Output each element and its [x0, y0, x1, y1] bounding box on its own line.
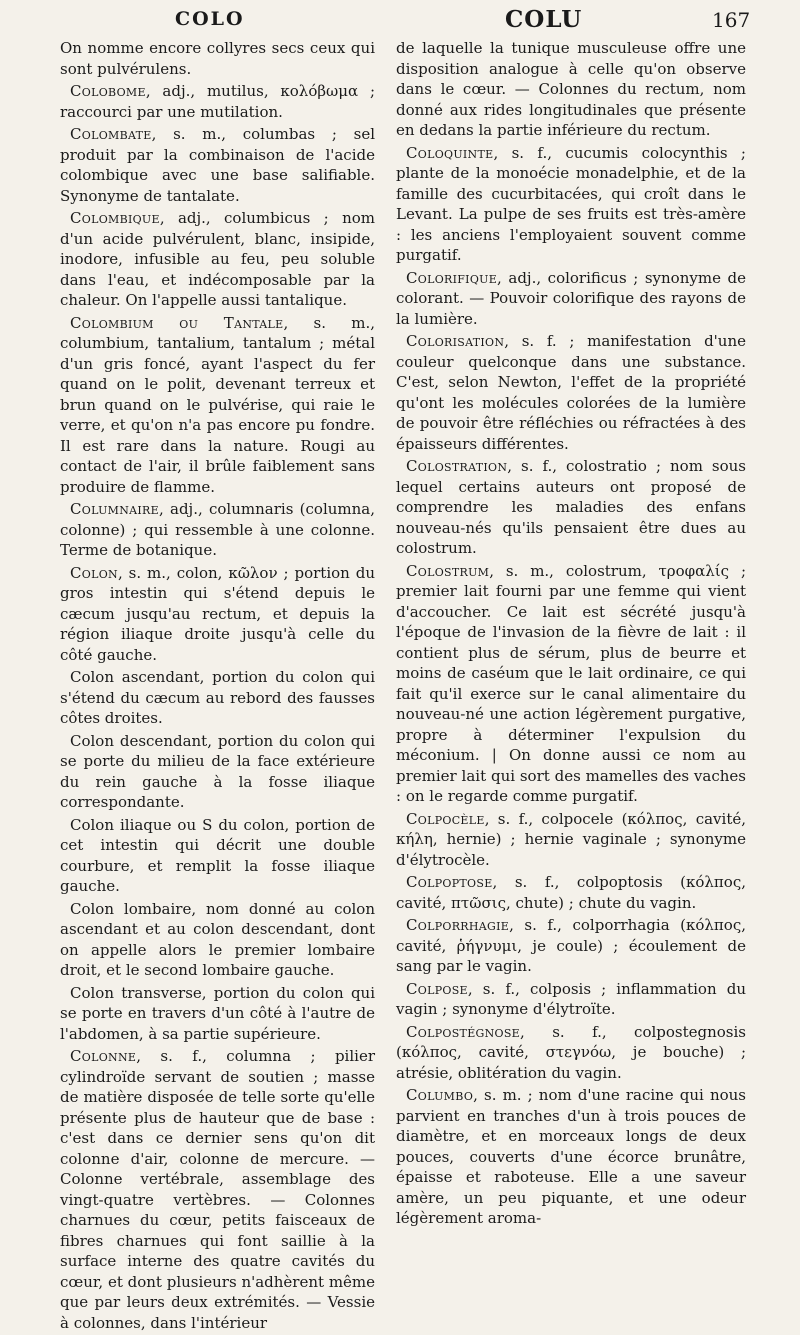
entry-colpocele: Colpocèle, s. f., colpocele (κόλπος, cavité, κήλη, hernie) ; hernie vaginale ; synonyme d'élytrocèle. — [396, 809, 746, 869]
page-number: 167 — [712, 8, 751, 32]
entry-colonne: Colonne, s. f., columna ; pilier cylindroïde servant de soutien ; masse de matière disposée de telle sorte qu'elle présente plus de hauteur que de base : c'est dans ce dernier sens qu'on dit colonne d'air, colonne de mercure. — Colonne vertébrale, assemblage des vingt-quatre vertèbres. — Colonnes charnues du cœur, petits faisceaux de fibres charnues qui font saillie à la surface interne des quatre cavités du cœur, et dont plusieurs n'adhèrent même que par leurs deux extrémités. — Vessie à colonnes, dans l'intérieur — [60, 1047, 376, 1332]
running-header — [0, 6, 800, 36]
entry-continuation: de laquelle la tunique musculeuse offre une disposition analogue à celle qu'on observe dans le cœur. — Colonnes du rectum, nom donné aux rides longitudinales que présente en dedans la partie inférieure du rectum. — [396, 39, 746, 139]
entry-colorifique: Colorifique, adj., colorificus ; synonyme de colorant. — Pouvoir colorifique des rayons de la lumière. — [396, 268, 746, 328]
subentry-colon-lombaire: Colon lombaire, nom donné au colon ascendant et au colon descendant, dont on appelle alors le premier lombaire droit, et le second lombaire gauche. — [60, 899, 375, 979]
entry-colombate: Colombate, s. m., columbas ; sel produit par la combinaison de l'acide colombique avec une base salifiable. Synonyme de tantalate. — [60, 125, 375, 205]
entry-columnaire: Columnaire, adj., columnaris (columna, colonne) ; qui ressemble à une colonne. Terme de botanique. — [60, 500, 375, 559]
header-left-guide-word: COLO — [175, 8, 245, 30]
right-column — [396, 38, 746, 1231]
entry-colombium: Colombium ou Tantale, s. m., columbium, tantalium, tantalum ; métal d'un gris foncé, ayant l'aspect du fer quand on le polit, devenant terreux et brun quand on le pulvérise, qui raie le verre, et qu'on n'a pas encore pu fondre. Il est rare dans la nature. Rougi au contact de l'air, il brûle faiblement sans produire de flamme. — [60, 313, 375, 496]
entry-colpose: Colpose, s. f., colposis ; inflammation du vagin ; synonyme d'élytroïte. — [396, 979, 746, 1018]
entry-colobome: Colobome, adj., mutilus, κολόβωμα ; raccourci par une mutilation. — [60, 82, 375, 121]
entry-colon: Colon, s. m., colon, κῶλον ; portion du gros intestin qui s'étend depuis le cæcum jusqu'au rectum, et depuis la région iliaque droite jusqu'à celle du côté gauche. — [60, 563, 375, 664]
header-center-guide-word: COLU — [505, 6, 583, 33]
entry-colorisation: Colorisation, s. f. ; manifestation d'une couleur quelconque dans une substance. C'est, selon Newton, l'effet de la propriété qu'ont les molécules colorées de la lumière de pouvoir être réfléchies ou réfractées à des épaisseurs différentes. — [396, 332, 746, 453]
entry-colombique: Colombique, adj., columbicus ; nom d'un acide pulvérulent, blanc, insipide, inodore, infusible au feu, peu soluble dans l'eau, et indécomposable par la chaleur. On l'appelle aussi tantalique. — [60, 209, 375, 309]
subentry-colon-transverse: Colon transverse, portion du colon qui se porte en travers d'un côté à l'autre de l'abdomen, à sa partie supérieure. — [60, 983, 375, 1043]
entry: On nomme encore collyres secs ceux qui sont pulvérulens. — [60, 39, 375, 78]
entry-colpostegnose: Colpostégnose, s. f., colpostegnosis (κόλπος, cavité, στεγνόω, je bouche) ; atrésie, oblitération du vagin. — [396, 1022, 746, 1082]
subentry-colon-ascendant: Colon ascendant, portion du colon qui s'étend du cæcum au rebord des fausses côtes droites. — [60, 668, 375, 727]
entry-colostration: Colostration, s. f., colostratio ; nom sous lequel certains auteurs ont proposé de comprendre les maladies des enfans nouveau-nés qu'ils pensaient être dues au colostrum. — [396, 457, 746, 557]
subentry-colon-iliaque: Colon iliaque ou S du colon, portion de cet intestin qui décrit une double courbure, et remplit la fosse iliaque gauche. — [60, 815, 375, 895]
entry-colporrhagie: Colporrhagie, s. f., colporrhagia (κόλπος, cavité, ῥήγνυμι, je coule) ; écoulement de sang par le vagin. — [396, 916, 746, 975]
subentry-colon-descendant: Colon descendant, portion du colon qui se porte du milieu de la face extérieure du rein gauche à la fosse iliaque correspondante. — [60, 731, 375, 811]
entry-colpoptose: Colpoptose, s. f., colpoptosis (κόλπος, cavité, πτῶσις, chute) ; chute du vagin. — [396, 873, 746, 912]
left-column — [60, 38, 375, 1335]
entry-colostrum: Colostrum, s. m., colostrum, τροφαλίς ; premier lait fourni par une femme qui vient d'accoucher. Ce lait est sécrété jusqu'à l'époque de l'invasion de la fièvre de lait : il contient plus de sérum, plus de beurre et moins de caséum que le lait ordinaire, ce qui fait qu'il exerce sur le canal alimentaire du nouveau-né une action légèrement purgative, propre à déterminer l'expulsion du méconium. | On donne aussi ce nom au premier lait qui sort des mamelles des vaches : on le regarde comme purgatif. — [396, 561, 746, 805]
entry-columbo: Columbo, s. m. ; nom d'une racine qui nous parvient en tranches d'un à trois pouces de diamètre, et en morceaux longs de deux pouces, couverts d'une écorce brunâtre, épaisse et raboteuse. Elle a une saveur amère, un peu piquante, et une odeur légèrement aroma- — [396, 1086, 746, 1227]
entry-coloquinte: Coloquinte, s. f., cucumis colocynthis ; plante de la monoécie monadelphie, et de la famille des cucurbitacées, qui croît dans le Levant. La pulpe de ses fruits est très-amère : les anciens l'employaient souvent comme purgatif. — [396, 143, 746, 264]
